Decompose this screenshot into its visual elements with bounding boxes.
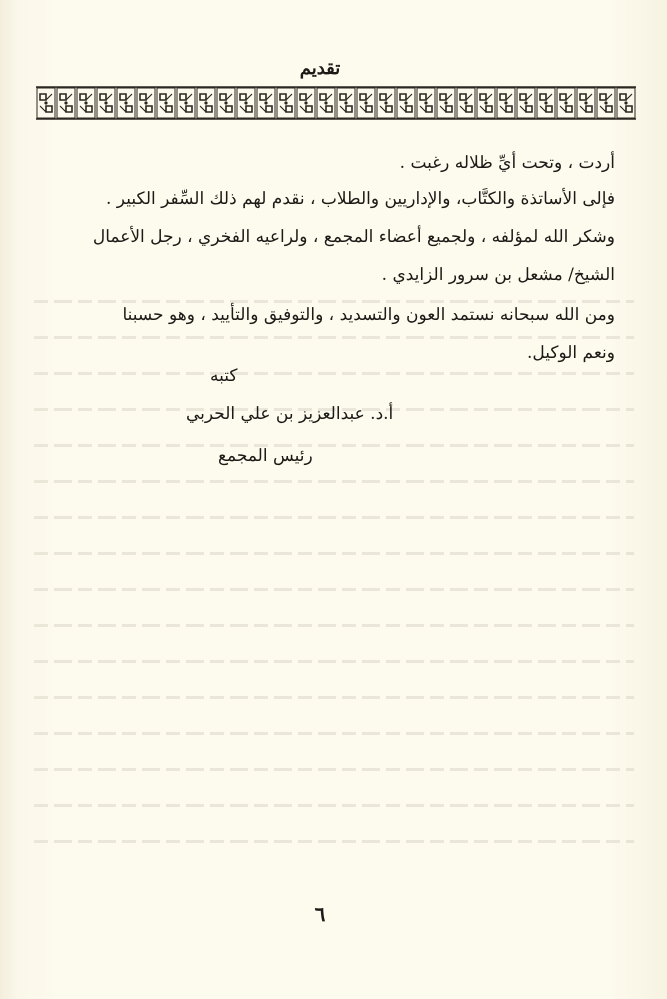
page-title: تقديم (299, 58, 341, 79)
text-line: أردت ، وتحت أيِّ ظلاله رغبت . (399, 153, 615, 173)
page-number: ٦ (314, 902, 326, 926)
text-line: ونعم الوكيل. (526, 343, 615, 363)
text-line: ومن الله سبحانه نستمد العون والتسديد ، والتوفيق والتأييد ، وهو حسبنا (122, 305, 615, 325)
text-line: وشكر الله لمؤلفه ، ولجميع أعضاء المجمع ، ولراعيه الفخري ، رجل الأعمال (92, 227, 615, 247)
text-line: فإلى الأساتذة والكتَّاب، والإداريين والطلاب ، نقدم لهم ذلك السِّفر الكبير . (106, 189, 615, 209)
text-line: الشيخ/ مشعل بن سرور الزايدي . (381, 265, 615, 285)
signature-role: رئيس المجمع (218, 446, 313, 466)
signature-name: أ.د. عبدالعزيز بن علي الحربي (186, 404, 394, 424)
ornamental-border (36, 86, 636, 120)
signature-label: كتبه (210, 366, 238, 386)
show-through-text (34, 300, 634, 860)
